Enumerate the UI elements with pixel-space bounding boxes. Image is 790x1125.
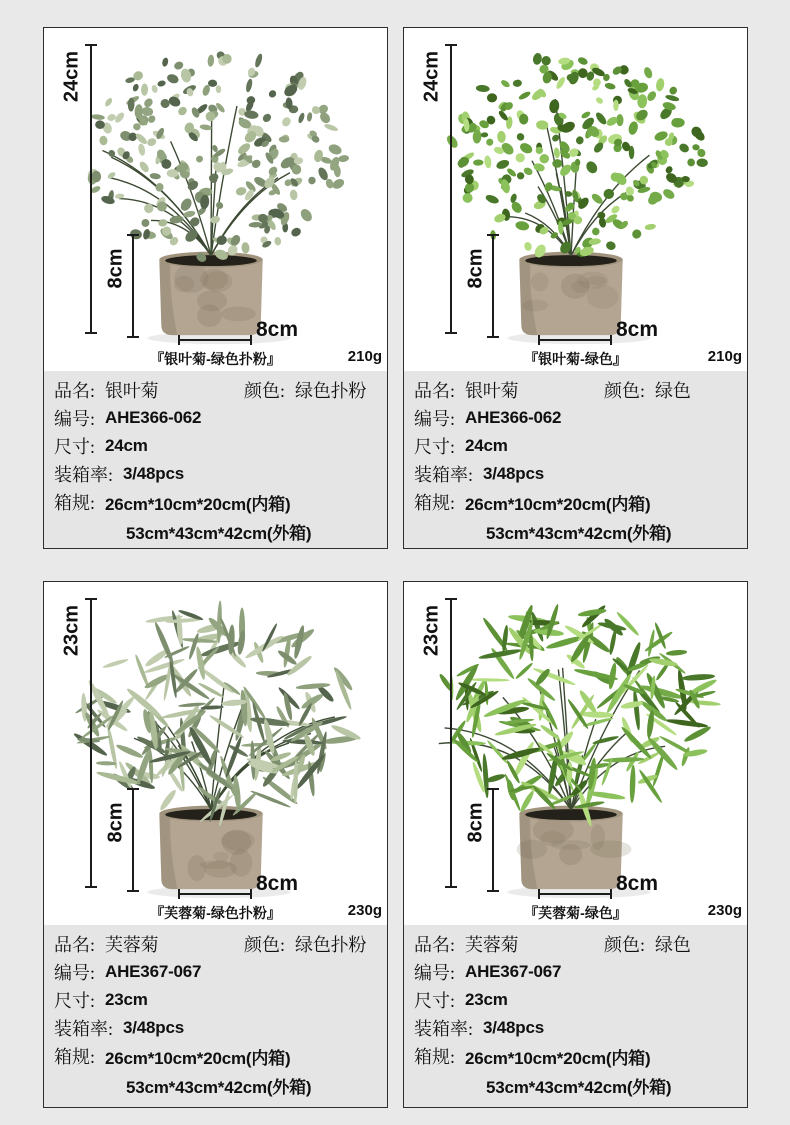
code-label: 编号: <box>54 963 96 983</box>
size-label: 尺寸: <box>54 437 96 457</box>
spec-row-size <box>54 986 381 1014</box>
name-value: 银叶菊 <box>105 381 159 401</box>
spec-row-carton-inner <box>414 1042 741 1070</box>
size-label: 尺寸: <box>54 991 96 1011</box>
name-label: 品名: <box>54 381 96 401</box>
spec-row-pack <box>54 1014 381 1042</box>
carton-outer-value: 53cm*43cm*42cm(外箱) <box>486 1078 672 1097</box>
color-label: 颜色: <box>244 381 286 401</box>
carton-label: 箱规: <box>54 493 96 513</box>
height-dimension-label: 24cm <box>420 50 443 103</box>
spec-row-pack <box>414 1014 741 1042</box>
code-label: 编号: <box>54 409 96 429</box>
name-label: 品名: <box>414 381 456 401</box>
pot-width-dimension-label: 8cm <box>616 318 659 341</box>
spec-row-carton-inner <box>54 488 381 516</box>
pot-height-dimension-line <box>132 234 134 338</box>
code-label: 编号: <box>414 963 456 983</box>
pot-height-dimension-line <box>132 788 134 892</box>
product-caption: 『芙蓉菊-绿色』 <box>524 904 627 921</box>
pot-width-dimension-label: 8cm <box>256 318 299 341</box>
height-dimension-line <box>450 598 452 888</box>
name-value: 银叶菊 <box>465 381 519 401</box>
spec-row-name-color <box>414 376 741 404</box>
color-value: 绿色扑粉 <box>295 935 367 955</box>
spec-row-carton-outer <box>54 1070 381 1101</box>
spec-row-carton-outer <box>414 516 741 547</box>
pot-height-dimension-label: 8cm <box>104 802 127 843</box>
carton-label: 箱规: <box>414 1047 456 1067</box>
spec-row-carton-inner <box>414 488 741 516</box>
pack-value: 3/48pcs <box>123 1018 184 1037</box>
caption-row <box>404 900 747 925</box>
name-label: 品名: <box>54 935 96 955</box>
product-weight: 230g <box>347 902 382 919</box>
size-value: 24cm <box>465 436 508 455</box>
pack-value: 3/48pcs <box>483 464 544 483</box>
carton-inner-value: 26cm*10cm*20cm(内箱) <box>105 1048 291 1068</box>
caption-row <box>404 346 747 371</box>
code-label: 编号: <box>414 409 456 429</box>
carton-inner-value: 26cm*10cm*20cm(内箱) <box>465 1048 651 1068</box>
product-panel-silverleaf-green <box>403 27 748 549</box>
size-label: 尺寸: <box>414 437 456 457</box>
product-panel-furong-green <box>403 581 748 1108</box>
spec-row-code <box>414 958 741 986</box>
code-value: AHE366-062 <box>465 408 562 427</box>
pot-height-dimension-label: 8cm <box>104 248 127 289</box>
pot-width-dimension-label: 8cm <box>616 872 659 895</box>
spec-row-name-color <box>54 376 381 404</box>
plant-pot-illustration <box>44 28 387 346</box>
size-value: 23cm <box>105 990 148 1009</box>
pack-label: 装箱率: <box>54 1019 114 1039</box>
spec-row-carton-outer <box>54 516 381 547</box>
code-value: AHE367-067 <box>465 962 562 981</box>
height-dimension-label: 24cm <box>60 50 83 103</box>
spec-row-carton-inner <box>54 1042 381 1070</box>
height-dimension-label: 23cm <box>60 604 83 657</box>
spec-row-code <box>54 958 381 986</box>
pot-width-dimension-line <box>178 339 252 341</box>
product-caption: 『芙蓉菊-绿色扑粉』 <box>150 904 281 921</box>
carton-outer-value: 53cm*43cm*42cm(外箱) <box>486 524 672 543</box>
product-weight: 210g <box>347 348 382 365</box>
color-value: 绿色 <box>655 381 691 401</box>
spec-table <box>44 371 387 548</box>
carton-inner-value: 26cm*10cm*20cm(内箱) <box>465 494 651 514</box>
product-caption: 『银叶菊-绿色』 <box>524 350 627 367</box>
product-photo <box>44 582 387 900</box>
product-photo <box>404 582 747 900</box>
pack-value: 3/48pcs <box>123 464 184 483</box>
pot-width-dimension-label: 8cm <box>256 872 299 895</box>
spec-row-code <box>54 404 381 432</box>
height-dimension-label: 23cm <box>420 604 443 657</box>
spec-table <box>44 925 387 1107</box>
pot-width-dimension-line <box>178 893 252 895</box>
spec-row-size <box>414 432 741 460</box>
height-dimension-line <box>90 598 92 888</box>
spec-table <box>404 371 747 548</box>
carton-label: 箱规: <box>54 1047 96 1067</box>
pot-height-dimension-label: 8cm <box>464 248 487 289</box>
pot-height-dimension-label: 8cm <box>464 802 487 843</box>
color-label: 颜色: <box>604 935 646 955</box>
carton-label: 箱规: <box>414 493 456 513</box>
product-photo <box>44 28 387 346</box>
product-photo <box>404 28 747 346</box>
plant-pot-illustration <box>404 582 747 900</box>
name-value: 芙蓉菊 <box>465 935 519 955</box>
spec-row-pack <box>414 460 741 488</box>
code-value: AHE367-067 <box>105 962 202 981</box>
height-dimension-line <box>450 44 452 334</box>
product-panel-furong-powder <box>43 581 388 1108</box>
spec-row-size <box>414 986 741 1014</box>
spec-row-pack <box>54 460 381 488</box>
plant-pot-illustration <box>404 28 747 346</box>
color-label: 颜色: <box>244 935 286 955</box>
height-dimension-line <box>90 44 92 334</box>
size-value: 23cm <box>465 990 508 1009</box>
carton-outer-value: 53cm*43cm*42cm(外箱) <box>126 1078 312 1097</box>
product-panel-silverleaf-powder <box>43 27 388 549</box>
name-label: 品名: <box>414 935 456 955</box>
color-label: 颜色: <box>604 381 646 401</box>
product-weight: 230g <box>707 902 742 919</box>
pack-label: 装箱率: <box>54 465 114 485</box>
caption-row <box>44 346 387 371</box>
pack-label: 装箱率: <box>414 465 474 485</box>
pot-height-dimension-line <box>492 788 494 892</box>
spec-row-code <box>414 404 741 432</box>
spec-row-size <box>54 432 381 460</box>
caption-row <box>44 900 387 925</box>
carton-outer-value: 53cm*43cm*42cm(外箱) <box>126 524 312 543</box>
size-label: 尺寸: <box>414 991 456 1011</box>
pot-width-dimension-line <box>538 339 612 341</box>
name-value: 芙蓉菊 <box>105 935 159 955</box>
size-value: 24cm <box>105 436 148 455</box>
spec-row-name-color <box>54 930 381 958</box>
spec-table <box>404 925 747 1107</box>
code-value: AHE366-062 <box>105 408 202 427</box>
product-weight: 210g <box>707 348 742 365</box>
pack-value: 3/48pcs <box>483 1018 544 1037</box>
plant-pot-illustration <box>44 582 387 900</box>
pack-label: 装箱率: <box>414 1019 474 1039</box>
spec-row-carton-outer <box>414 1070 741 1101</box>
pot-height-dimension-line <box>492 234 494 338</box>
color-value: 绿色扑粉 <box>295 381 367 401</box>
carton-inner-value: 26cm*10cm*20cm(内箱) <box>105 494 291 514</box>
color-value: 绿色 <box>655 935 691 955</box>
spec-row-name-color <box>414 930 741 958</box>
pot-width-dimension-line <box>538 893 612 895</box>
product-caption: 『银叶菊-绿色扑粉』 <box>150 350 281 367</box>
